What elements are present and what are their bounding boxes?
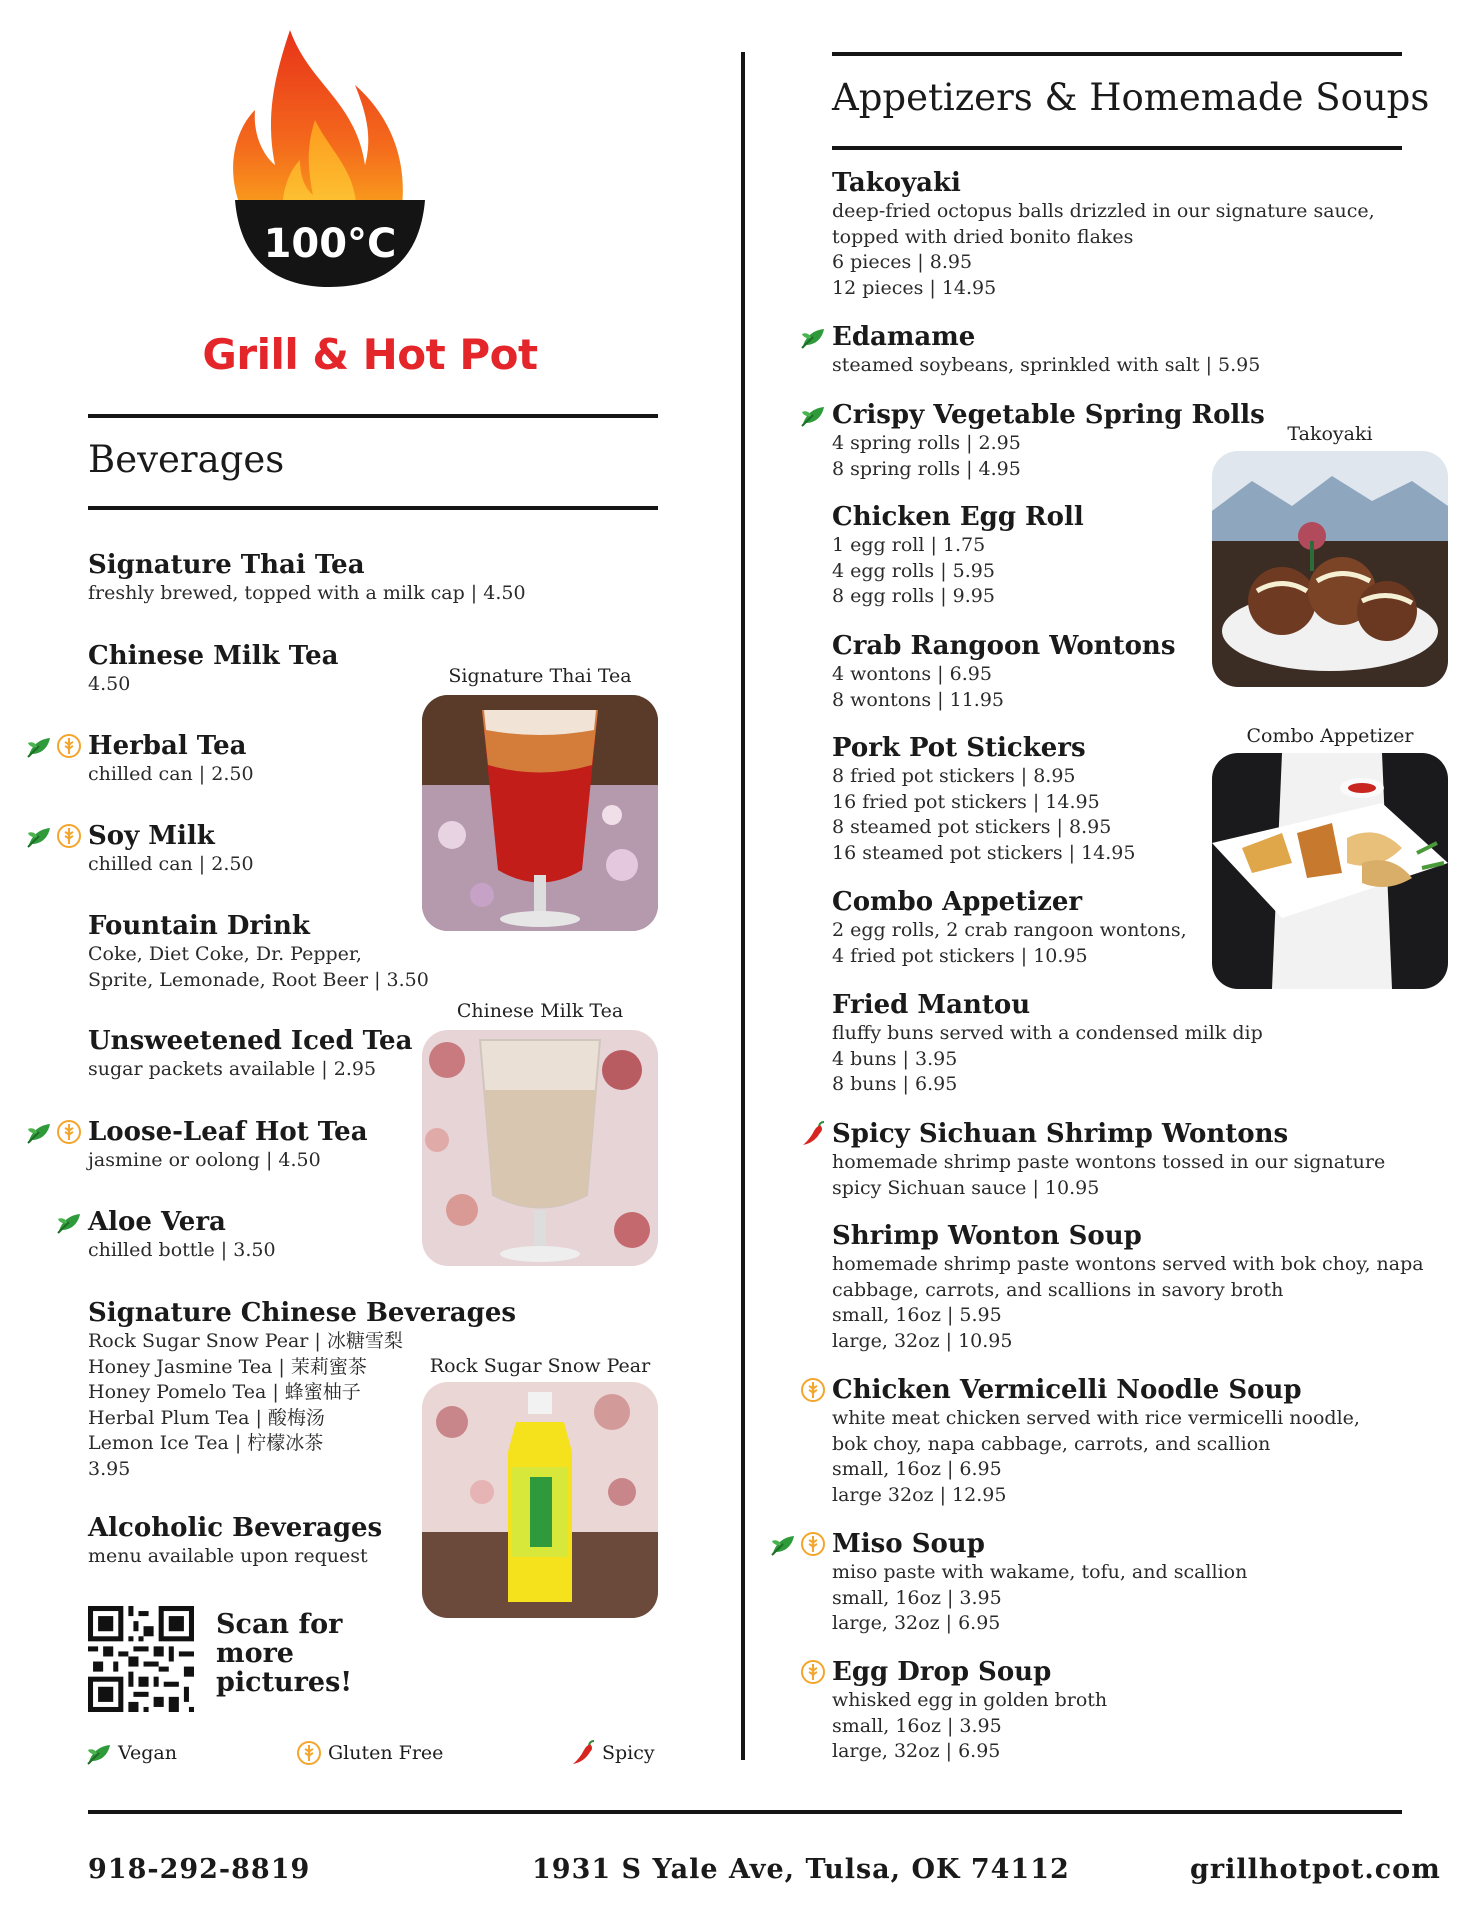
photo-caption-thai-tea: Signature Thai Tea (448, 665, 632, 687)
menu-item-name: Chicken Vermicelli Noodle Soup (832, 1375, 1302, 1405)
menu-item-detail: chilled bottle | 3.50 (88, 1239, 276, 1261)
menu-item-name: Egg Drop Soup (832, 1657, 1052, 1687)
menu-item-detail: 4.50 (88, 673, 131, 695)
menu-item-name: Combo Appetizer (832, 887, 1083, 917)
menu-item (88, 1512, 382, 1570)
appetizers-bottom-rule (832, 146, 1402, 150)
qr-line-1: Scan for (216, 1609, 343, 1640)
menu-item (832, 630, 1175, 713)
legend-vegan-label: Vegan (118, 1742, 177, 1764)
menu-item-detail: 3.95 (88, 1457, 131, 1480)
menu-item-detail: sugar packets available | 2.95 (88, 1058, 377, 1080)
photo-caption-takoyaki: Takoyaki (1287, 423, 1373, 445)
menu-item-detail: 8 wontons | 11.95 (832, 688, 1005, 711)
vegan-leaf-icon (86, 1740, 112, 1766)
menu-item-detail: small, 16oz | 5.95 (832, 1304, 1002, 1326)
column-divider (741, 52, 745, 1760)
menu-item-detail: whisked egg in golden broth (832, 1689, 1108, 1711)
menu-item-name: Soy Milk (88, 821, 215, 851)
appetizers-top-rule (832, 52, 1402, 56)
qr-code[interactable] (88, 1606, 194, 1712)
menu-item-detail: 6 pieces | 8.95 (832, 251, 973, 273)
menu-item-detail: 8 fried pot stickers | 8.95 (832, 765, 1076, 787)
menu-item-name: Edamame (832, 322, 976, 352)
qr-line-3: pictures! (216, 1667, 353, 1698)
menu-item-detail: Sprite, Lemonade, Root Beer | 3.50 (88, 968, 429, 991)
thai-tea-photo (422, 695, 658, 931)
menu-item-detail: 4 buns | 3.95 (832, 1047, 958, 1070)
menu-item-detail: large 32oz | 12.95 (832, 1483, 1007, 1506)
menu-item (832, 321, 1260, 379)
menu-item-detail: Lemon Ice Tea | 柠檬冰茶 (88, 1432, 324, 1454)
gluten-free-icon (56, 823, 82, 849)
menu-item-detail: 16 fried pot stickers | 14.95 (832, 790, 1100, 813)
menu-item (88, 1025, 412, 1083)
gluten-free-icon (56, 1119, 82, 1145)
vegan-leaf-icon (56, 1209, 82, 1235)
dietary-badges (800, 1377, 826, 1403)
dietary-badges (26, 1119, 82, 1145)
beverages-bottom-rule (88, 506, 658, 510)
menu-item (88, 640, 339, 698)
menu-item-detail: cabbage, carrots, and scallions in savory broth (832, 1278, 1284, 1301)
menu-item-detail: Rock Sugar Snow Pear | 冰糖雪梨 (88, 1330, 403, 1352)
combo-appetizer-photo (1212, 753, 1448, 989)
menu-item-detail: 8 egg rolls | 9.95 (832, 585, 995, 607)
snow-pear-photo (422, 1382, 658, 1618)
menu-item-name: Fountain Drink (88, 911, 310, 941)
photo-caption-milk-tea: Chinese Milk Tea (456, 1000, 624, 1022)
qr-scan-text (216, 1610, 352, 1697)
menu-item-detail: large, 32oz | 6.95 (832, 1740, 1001, 1762)
menu-item-detail: Honey Jasmine Tea | 茉莉蜜茶 (88, 1355, 367, 1378)
menu-item-detail: 16 steamed pot stickers | 14.95 (832, 841, 1136, 864)
photo-caption-combo: Combo Appetizer (1246, 725, 1414, 747)
menu-item-name: Takoyaki (832, 168, 961, 198)
menu-item (832, 1374, 1360, 1508)
beverages-top-rule (88, 414, 658, 418)
menu-item (832, 732, 1135, 866)
menu-item-detail: 8 buns | 6.95 (832, 1073, 958, 1095)
gluten-free-icon (800, 1531, 826, 1557)
menu-item-detail: large, 32oz | 10.95 (832, 1329, 1013, 1352)
menu-item (832, 1656, 1107, 1765)
menu-item-detail: 4 spring rolls | 2.95 (832, 432, 1021, 454)
menu-item-detail: steamed soybeans, sprinkled with salt | 5.95 (832, 354, 1261, 376)
menu-item (832, 501, 1084, 610)
footer-rule (88, 1810, 1402, 1814)
menu-item-detail: chilled can | 2.50 (88, 853, 254, 875)
menu-item-name: Spicy Sichuan Shrimp Wontons (832, 1119, 1289, 1149)
menu-item-name: Herbal Tea (88, 731, 247, 761)
menu-item-name: Unsweetened Iced Tea (88, 1026, 413, 1056)
vegan-leaf-icon (770, 1531, 796, 1557)
menu-item (832, 989, 1263, 1098)
menu-item-detail: 4 fried pot stickers | 10.95 (832, 944, 1088, 967)
menu-item (832, 1118, 1385, 1201)
menu-item-detail: miso paste with wakame, tofu, and scallion (832, 1561, 1248, 1583)
menu-item-detail: 2 egg rolls, 2 crab rangoon wontons, (832, 919, 1187, 941)
dietary-badges (26, 733, 82, 759)
menu-item-detail: small, 16oz | 3.95 (832, 1586, 1002, 1609)
legend-spicy (570, 1740, 655, 1766)
menu-item-name: Crispy Vegetable Spring Rolls (832, 400, 1265, 430)
menu-item (832, 167, 1375, 301)
dietary-badges (56, 1209, 82, 1235)
dietary-badges (800, 324, 826, 350)
menu-item-name: Aloe Vera (88, 1207, 226, 1237)
menu-item-name: Shrimp Wonton Soup (832, 1221, 1142, 1251)
menu-item (832, 1528, 1247, 1637)
takoyaki-photo (1212, 451, 1448, 687)
menu-item (88, 1206, 276, 1264)
menu-item-detail: large, 32oz | 6.95 (832, 1612, 1001, 1634)
menu-item-detail: small, 16oz | 3.95 (832, 1714, 1002, 1737)
vegan-leaf-icon (26, 823, 52, 849)
menu-item-detail: small, 16oz | 6.95 (832, 1458, 1002, 1480)
footer-phone[interactable]: 918-292-8819 (88, 1854, 311, 1885)
legend-spicy-label: Spicy (602, 1742, 655, 1764)
vegan-leaf-icon (800, 402, 826, 428)
milk-tea-photo (422, 1030, 658, 1266)
gluten-free-icon (296, 1740, 322, 1766)
menu-item-name: Pork Pot Stickers (832, 733, 1086, 763)
menu-item-detail: 12 pieces | 14.95 (832, 276, 997, 299)
dietary-badges (800, 1659, 826, 1685)
dietary-badges (26, 823, 82, 849)
menu-item (832, 1220, 1424, 1354)
chili-pepper-icon (570, 1740, 596, 1766)
menu-item (832, 399, 1265, 482)
gluten-free-icon (56, 733, 82, 759)
vegan-leaf-icon (26, 733, 52, 759)
logo-degree-text: 100°C (263, 221, 397, 267)
menu-item-detail: Coke, Diet Coke, Dr. Pepper, (88, 943, 362, 965)
menu-item-detail: 8 steamed pot stickers | 8.95 (832, 816, 1112, 838)
menu-item-detail: white meat chicken served with rice vermicelli noodle, (832, 1407, 1360, 1429)
gluten-free-icon (800, 1377, 826, 1403)
menu-item-detail: freshly brewed, topped with a milk cap | 4.50 (88, 582, 526, 604)
vegan-leaf-icon (26, 1119, 52, 1145)
menu-item-detail: 1 egg roll | 1.75 (832, 534, 986, 556)
menu-item-name: Chinese Milk Tea (88, 641, 339, 671)
menu-item-name: Chicken Egg Roll (832, 502, 1084, 532)
footer-address: 1931 S Yale Ave, Tulsa, OK 74112 (532, 1854, 1070, 1885)
menu-item-detail: Honey Pomelo Tea | 蜂蜜柚子 (88, 1381, 361, 1403)
legend-vegan (86, 1740, 177, 1766)
menu-item (88, 1116, 368, 1174)
menu-item-detail: Herbal Plum Tea | 酸梅汤 (88, 1406, 325, 1429)
menu-item-detail: 4 wontons | 6.95 (832, 663, 992, 685)
menu-item-detail: homemade shrimp paste wontons served with bok choy, napa (832, 1253, 1424, 1275)
footer-website[interactable]: grillhotpot.com (1190, 1854, 1441, 1885)
menu-item-name: Loose-Leaf Hot Tea (88, 1117, 368, 1147)
legend-gluten-free-label: Gluten Free (328, 1742, 444, 1764)
menu-item-name: Fried Mantou (832, 990, 1031, 1020)
dietary-badges (770, 1531, 826, 1557)
dietary-badges (800, 402, 826, 428)
menu-item-detail: spicy Sichuan sauce | 10.95 (832, 1176, 1100, 1199)
menu-item-name: Alcoholic Beverages (88, 1513, 383, 1543)
menu-item-detail: fluffy buns served with a condensed milk dip (832, 1022, 1263, 1044)
photo-caption-snow-pear: Rock Sugar Snow Pear (429, 1355, 651, 1377)
dietary-badges (800, 1121, 826, 1147)
menu-item (88, 820, 254, 878)
appetizers-title: Appetizers & Homemade Soups (832, 76, 1430, 119)
menu-item-detail: chilled can | 2.50 (88, 763, 254, 785)
menu-item-name: Miso Soup (832, 1529, 985, 1559)
menu-item-detail: topped with dried bonito flakes (832, 225, 1134, 248)
brand-name: Grill & Hot Pot (202, 330, 538, 379)
menu-item-detail: deep-fried octopus balls drizzled in our signature sauce, (832, 200, 1375, 222)
gluten-free-icon (800, 1659, 826, 1685)
menu-item (88, 730, 254, 788)
menu-item-detail: homemade shrimp paste wontons tossed in our signature (832, 1151, 1386, 1173)
qr-line-2: more (216, 1638, 294, 1669)
menu-item (832, 886, 1187, 969)
legend-gluten-free (296, 1740, 443, 1766)
menu-item-name: Signature Thai Tea (88, 550, 365, 580)
menu-item (88, 910, 429, 993)
vegan-leaf-icon (800, 324, 826, 350)
menu-item-detail: 4 egg rolls | 5.95 (832, 559, 995, 582)
menu-item-name: Signature Chinese Beverages (88, 1298, 517, 1328)
chili-pepper-icon (800, 1121, 826, 1147)
menu-item (88, 549, 526, 607)
beverages-title: Beverages (88, 438, 285, 481)
menu-item-detail: menu available upon request (88, 1545, 368, 1567)
menu-item-detail: jasmine or oolong | 4.50 (88, 1149, 321, 1171)
menu-item-name: Crab Rangoon Wontons (832, 631, 1176, 661)
menu-item-detail: bok choy, napa cabbage, carrots, and scallion (832, 1432, 1271, 1455)
menu-item-detail: 8 spring rolls | 4.95 (832, 457, 1021, 480)
